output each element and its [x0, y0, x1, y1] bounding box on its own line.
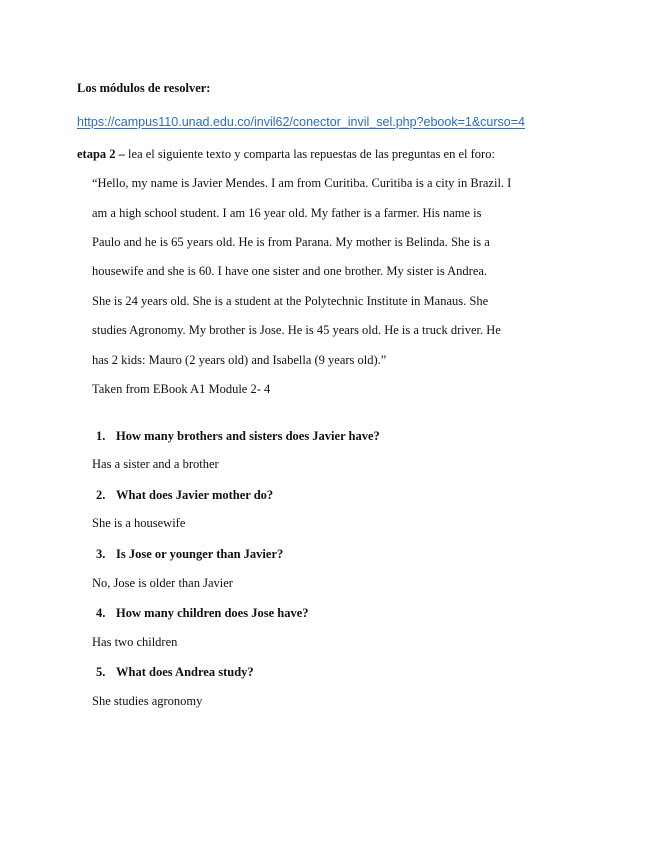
answer-text: Has two children — [92, 635, 178, 649]
question-text: What does Andrea study? — [116, 665, 254, 679]
question-text: How many children does Jose have? — [116, 606, 309, 620]
question-item — [96, 605, 309, 621]
question-item — [96, 487, 273, 503]
passage-line: has 2 kids: Mauro (2 years old) and Isabella (9 years old).” — [92, 353, 387, 367]
source-note: Taken from EBook A1 Module 2- 4 — [92, 382, 271, 396]
passage-line: Paulo and he is 65 years old. He is from Parana. My mother is Belinda. She is a — [92, 235, 490, 249]
answer-text: She is a housewife — [92, 516, 186, 530]
answer-text: No, Jose is older than Javier — [92, 576, 233, 590]
passage-line: “Hello, my name is Javier Mendes. I am from Curitiba. Curitiba is a city in Brazil. I — [92, 176, 512, 190]
answer-text: She studies agronomy — [92, 694, 203, 708]
question-item — [96, 546, 283, 562]
answer-text: Has a sister and a brother — [92, 457, 219, 471]
heading: Los módulos de resolver: — [77, 81, 211, 95]
question-number: 3. — [96, 547, 106, 561]
passage-line: studies Agronomy. My brother is Jose. He is 45 years old. He is a truck driver. He — [92, 323, 501, 337]
question-item — [96, 664, 254, 680]
question-text: What does Javier mother do? — [116, 488, 274, 502]
link-line — [77, 114, 525, 130]
ebook-link[interactable]: https://campus110.unad.edu.co/invil62/conector_invil_sel.php?ebook=1&curso=4 — [77, 115, 525, 129]
etapa-line — [77, 146, 495, 162]
passage-line: She is 24 years old. She is a student at the Polytechnic Institute in Manaus. She — [92, 294, 489, 308]
question-item — [96, 428, 380, 444]
etapa-text: lea el siguiente texto y comparta las repuestas de las preguntas en el foro: — [124, 147, 495, 161]
passage-line: housewife and she is 60. I have one sister and one brother. My sister is Andrea. — [92, 264, 488, 278]
question-text: How many brothers and sisters does Javier have? — [116, 429, 380, 443]
question-number: 1. — [96, 429, 106, 443]
question-number: 5. — [96, 665, 106, 679]
passage-line: am a high school student. I am 16 year old. My father is a farmer. His name is — [92, 206, 482, 220]
question-number: 4. — [96, 606, 106, 620]
question-number: 2. — [96, 488, 106, 502]
etapa-label: etapa 2 – — [77, 147, 125, 161]
question-text: Is Jose or younger than Javier? — [116, 547, 284, 561]
